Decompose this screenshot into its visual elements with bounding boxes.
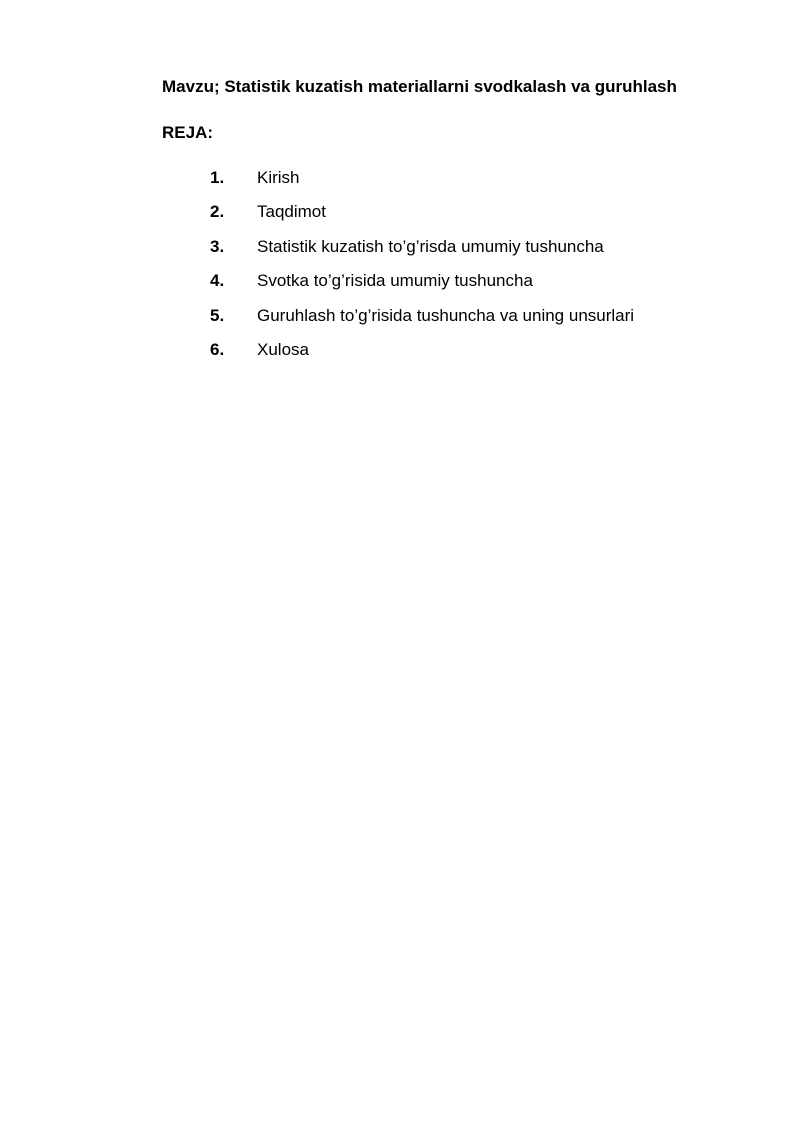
plan-item (210, 167, 634, 201)
plan-heading: REJA: (162, 123, 214, 142)
plan-item-text: Taqdimot (257, 202, 326, 222)
plan-item-number: 4. (210, 271, 225, 291)
plan-item (210, 236, 634, 270)
plan-list (210, 167, 634, 373)
plan-item-text: Guruhlash to’g’risida tushuncha va uning unsurlari (257, 305, 635, 325)
plan-item (210, 305, 634, 339)
document-title: Mavzu; Statistik kuzatish materiallarni svodkalash va guruhlash (162, 77, 677, 96)
plan-item-text: Xulosa (257, 339, 309, 359)
plan-item (210, 201, 634, 235)
plan-item (210, 270, 634, 304)
plan-item-text: Kirish (257, 168, 300, 187)
plan-item-text: Svotka to’g’risida umumiy tushuncha (257, 271, 533, 291)
plan-item-number: 2. (210, 202, 225, 222)
plan-item-text: Statistik kuzatish to’g’risda umumiy tushuncha (257, 236, 604, 256)
plan-item-number: 1. (210, 168, 225, 187)
plan-item-number: 5. (210, 305, 225, 325)
plan-item-number: 3. (210, 236, 225, 256)
plan-item (210, 339, 634, 373)
plan-item-number: 6. (210, 339, 225, 359)
